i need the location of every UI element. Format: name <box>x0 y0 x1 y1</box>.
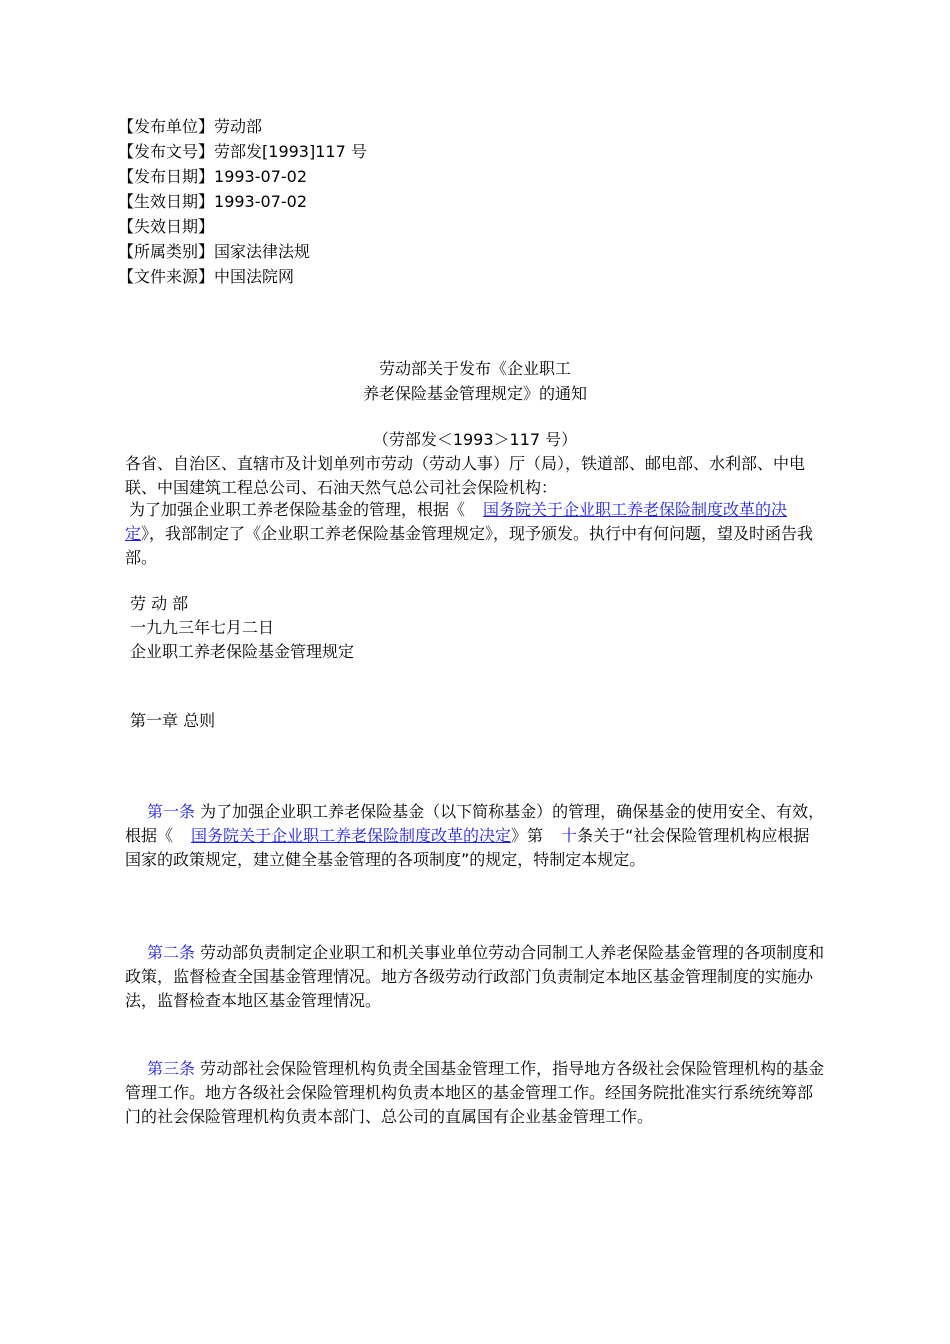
article-1-text: 》第 <box>511 826 544 845</box>
regulation-title: 企业职工养老保险基金管理规定 <box>130 642 355 661</box>
meta-label: 【所属类别】 <box>118 242 215 261</box>
meta-value: 劳动部 <box>214 117 263 136</box>
meta-value: 1993-07-02 <box>214 167 307 186</box>
article-2-label[interactable]: 第二条 <box>147 943 196 962</box>
meta-row-category <box>118 239 367 264</box>
signature-date: 一九九三年七月二日 <box>130 618 275 637</box>
article-3 <box>125 1057 825 1129</box>
meta-label: 【发布文号】 <box>118 142 215 161</box>
document-title-line-2: 养老保险基金管理规定》的通知 <box>362 384 587 403</box>
article-1-text: 为了加强企业职工养老保险基金（以下简称基金）的管理，确保基金的使用安全、有效，根据《 <box>125 802 825 845</box>
meta-label: 【失效日期】 <box>118 217 215 236</box>
signature-org: 劳 动 部 <box>130 594 189 613</box>
meta-row-issue-date <box>118 164 367 189</box>
meta-value: 中国法院网 <box>214 267 295 286</box>
meta-row-doc-number <box>118 139 367 164</box>
decision-link[interactable]: 国务院关于企业职工养老保险制度改革的决定 <box>125 500 788 543</box>
article-1-label[interactable]: 第一条 <box>147 802 196 821</box>
chapter-heading: 第一章 总则 <box>130 711 216 730</box>
article-1-text: 条关于“社会保险管理机构应根据国家的政策规定，建立健全基金管理的各项制度”的规定，特制定本规定。 <box>125 826 810 869</box>
article-ten-link[interactable]: 十 <box>561 826 578 845</box>
meta-row-source <box>118 264 367 289</box>
meta-label: 【生效日期】 <box>118 192 215 211</box>
article-2 <box>125 941 825 1013</box>
meta-row-issuer <box>118 114 367 139</box>
intro-text-after: 》，我部制定了《企业职工养老保险基金管理规定》，现予颁发。执行中有何问题，望及时函告我部。 <box>125 524 814 567</box>
intro-text-before: 为了加强企业职工养老保险基金的管理，根据《 <box>129 500 466 519</box>
document-title-line-1: 劳动部关于发布《企业职工 <box>378 359 571 378</box>
meta-value: 国家法律法规 <box>214 242 311 261</box>
meta-label: 【发布日期】 <box>118 167 215 186</box>
meta-row-expiry-date <box>118 214 367 239</box>
article-3-label[interactable]: 第三条 <box>147 1059 196 1078</box>
meta-label: 【文件来源】 <box>118 267 215 286</box>
article-3-text: 劳动部社会保险管理机构负责全国基金管理工作，指导地方各级社会保险管理机构的基金管理工作。地方各级社会保险管理机构负责本地区的基金管理工作。经国务院批准实行系统统筹部门的社会保险管理机构负责本部门、总公司的直属国有企业基金管理工作。 <box>125 1059 825 1126</box>
meta-label: 【发布单位】 <box>118 117 215 136</box>
document-number: （劳部发＜1993＞117 号） <box>372 430 578 449</box>
intro-paragraph <box>125 498 825 570</box>
meta-value: 1993-07-02 <box>214 192 307 211</box>
meta-value: 劳部发[1993]117 号 <box>214 142 367 161</box>
document-metadata <box>118 114 367 289</box>
decision-link[interactable]: 国务院关于企业职工养老保险制度改革的决定 <box>191 826 512 845</box>
article-2-text: 劳动部负责制定企业职工和机关事业单位劳动合同制工人养老保险基金管理的各项制度和政策，监督检查全国基金管理情况。地方各级劳动行政部门负责制定本地区基金管理制度的实施办法，监督检查本地区基金管理情况。 <box>125 943 825 1010</box>
recipients: 各省、自治区、直辖市及计划单列市劳动（劳动人事）厅（局），铁道部、邮电部、水利部、中电联、中国建筑工程总公司、石油天然气总公司社会保险机构： <box>125 454 806 497</box>
article-1 <box>125 800 825 872</box>
meta-row-effective-date <box>118 189 367 214</box>
